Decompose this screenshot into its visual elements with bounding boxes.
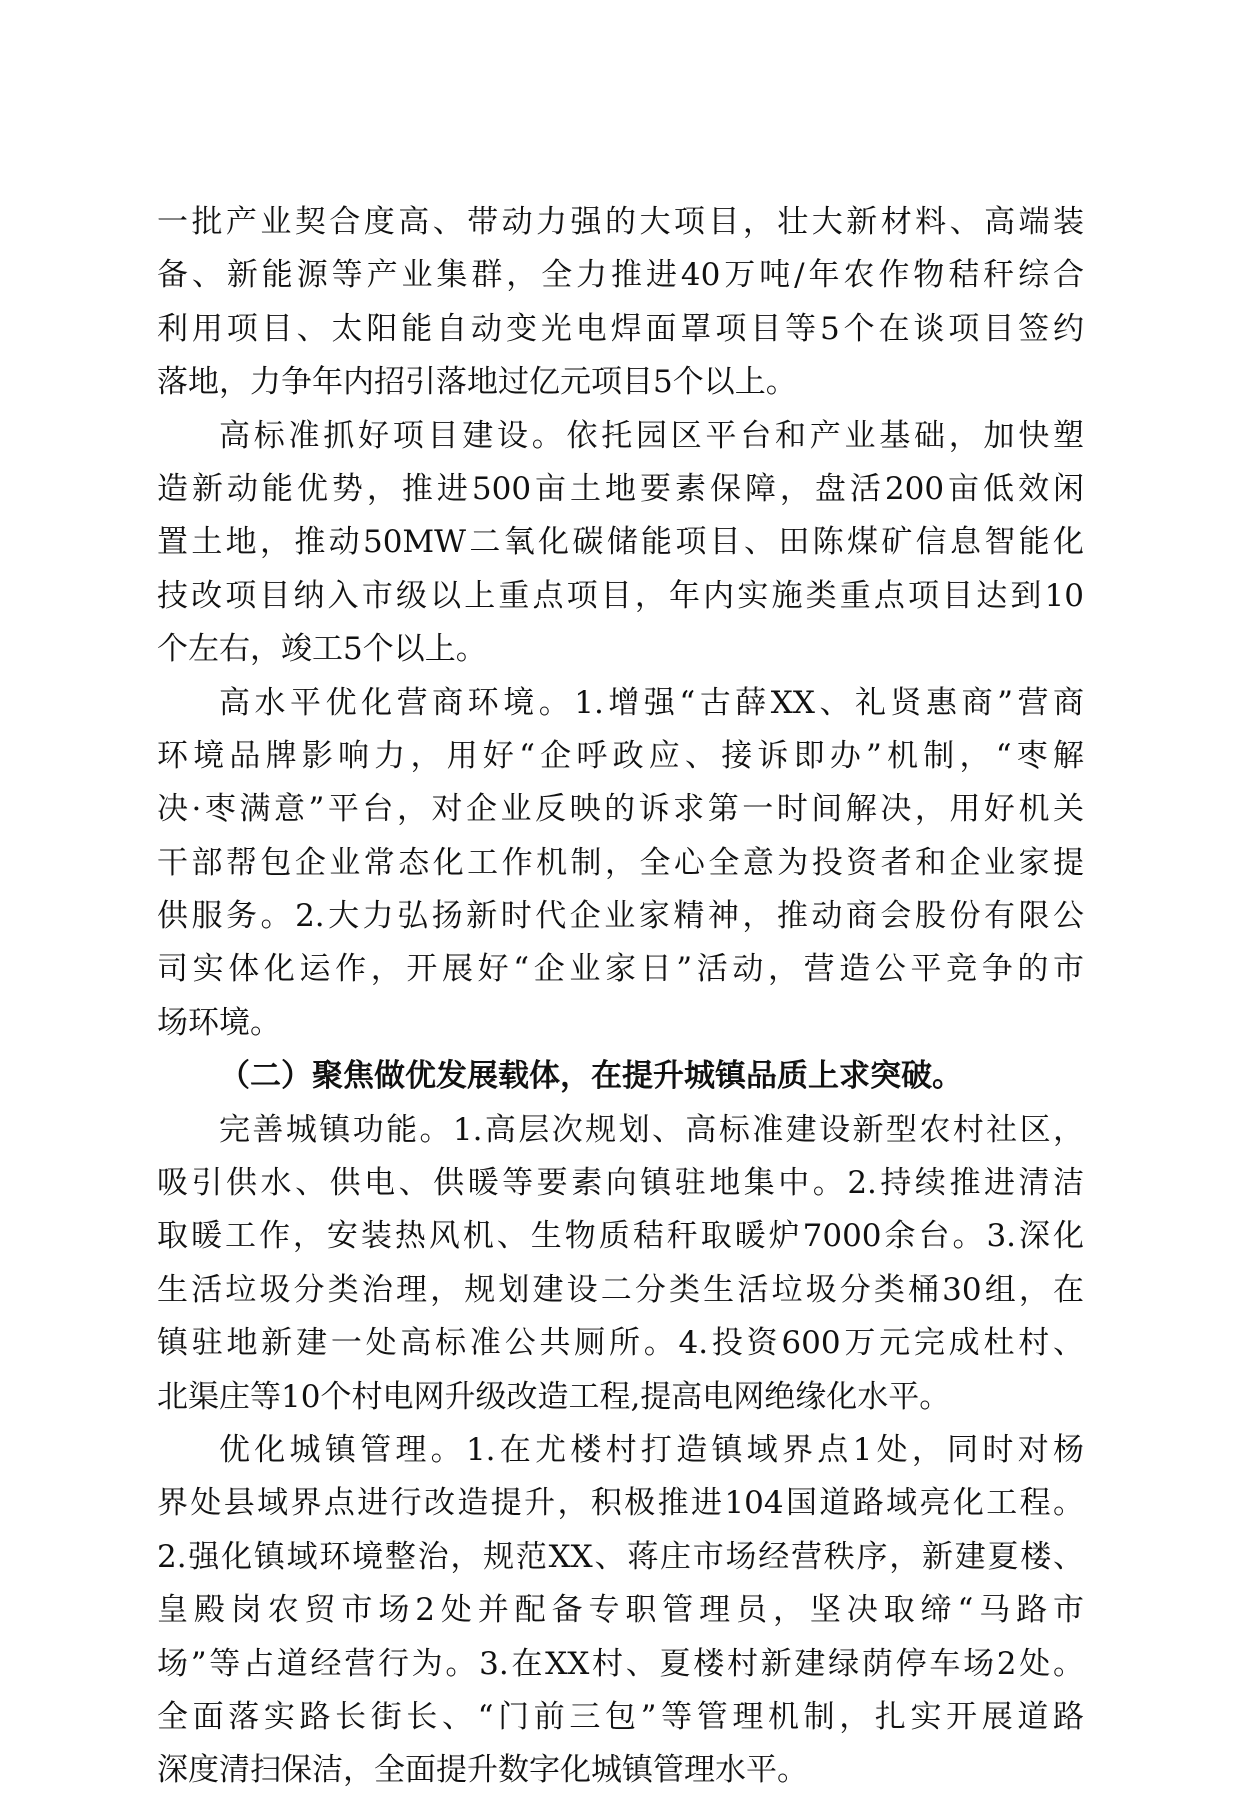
text-line: 界处县域界点进行改造提升，积极推进104国道路域亮化工程。 — [157, 1485, 1084, 1522]
text-line: 决·枣满意”平台，对企业反映的诉求第一时间解决，用好机关 — [157, 791, 1084, 828]
text-line: 个左右，竣工5个以上。 — [157, 631, 487, 668]
paragraph-town-management — [157, 1424, 1084, 1798]
text-line: 全面落实路长街长、“门前三包”等管理机制，扎实开展道路 — [157, 1698, 1084, 1735]
text-line: 镇驻地新建一处高标准公共厕所。4.投资600万元完成杜村、 — [157, 1325, 1084, 1362]
text-line: 落地，力争年内招引落地过亿元项目5个以上。 — [157, 364, 797, 401]
text-line: 技改项目纳入市级以上重点项目，年内实施类重点项目达到10 — [157, 577, 1084, 614]
text-line: 吸引供水、供电、供暖等要素向镇驻地集中。2.持续推进清洁 — [157, 1165, 1084, 1202]
text-line: 造新动能优势，推进500亩土地要素保障，盘活200亩低效闲 — [157, 470, 1084, 507]
text-line: 2.强化镇域环境整治，规范XX、蒋庄市场经营秩序，新建夏楼、 — [157, 1538, 1084, 1575]
text-line: 利用项目、太阳能自动变光电焊面罩项目等5个在谈项目签约 — [157, 310, 1084, 347]
section-heading — [157, 1050, 1084, 1103]
text-line: 司实体化运作，开展好“企业家日”活动，营造公平竞争的市 — [157, 951, 1084, 988]
text-line: 皇殿岗农贸市场2处并配备专职管理员，坚决取缔“马路市 — [157, 1592, 1084, 1629]
text-line: 置土地，推动50MW二氧化碳储能项目、田陈煤矿信息智能化 — [157, 524, 1084, 561]
text-line: 高标准抓好项目建设。依托园区平台和产业基础，加快塑 — [219, 417, 1084, 454]
heading-line: （二）聚焦做优发展载体，在提升城镇品质上求突破。 — [219, 1058, 963, 1095]
text-line: 深度清扫保洁，全面提升数字化城镇管理水平。 — [157, 1752, 808, 1789]
text-line: 干部帮包企业常态化工作机制，全心全意为投资者和企业家提 — [157, 844, 1084, 881]
text-line: 场环境。 — [157, 1004, 281, 1041]
text-line: 环境品牌影响力，用好“企呼政应、接诉即办”机制，“枣解 — [157, 737, 1084, 774]
document-page — [157, 196, 1084, 1798]
paragraph-project-cluster — [157, 196, 1084, 410]
text-line: 取暖工作，安装热风机、生物质秸秆取暖炉7000余台。3.深化 — [157, 1218, 1084, 1255]
text-line: 高水平优化营商环境。1.增强“古薛XX、礼贤惠商”营商 — [219, 684, 1084, 721]
paragraph-town-functions — [157, 1104, 1084, 1424]
text-line: 生活垃圾分类治理，规划建设二分类生活垃圾分类桶30组，在 — [157, 1271, 1084, 1308]
paragraph-project-construction — [157, 410, 1084, 677]
paragraph-business-environment — [157, 677, 1084, 1051]
text-line: 场”等占道经营行为。3.在XX村、夏楼村新建绿荫停车场2处。 — [157, 1645, 1084, 1682]
text-line: 一批产业契合度高、带动力强的大项目，壮大新材料、高端装 — [157, 204, 1084, 240]
text-line: 优化城镇管理。1.在尤楼村打造镇域界点1处，同时对杨 — [219, 1431, 1084, 1468]
text-line: 备、新能源等产业集群，全力推进40万吨/年农作物秸秆综合 — [157, 257, 1084, 294]
text-line: 供服务。2.大力弘扬新时代企业家精神，推动商会股份有限公 — [157, 898, 1084, 935]
text-line: 完善城镇功能。1.高层次规划、高标准建设新型农村社区， — [219, 1111, 1084, 1148]
text-line: 北渠庄等10个村电网升级改造工程,提高电网绝缘化水平。 — [157, 1378, 951, 1415]
